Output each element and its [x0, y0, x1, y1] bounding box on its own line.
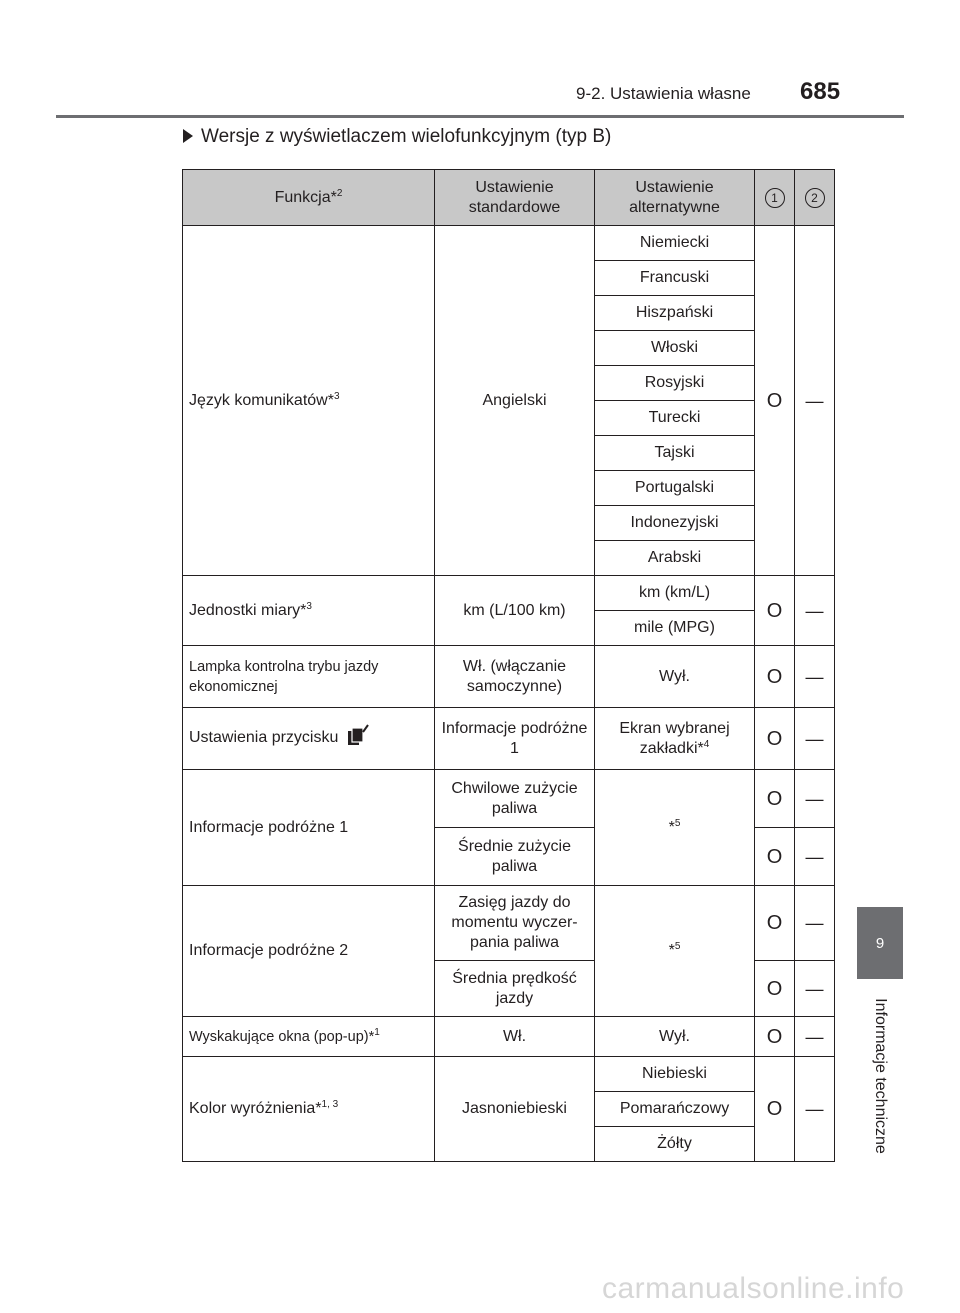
col2-cell: —	[795, 646, 835, 708]
table-row	[183, 646, 835, 708]
alt-cell: Włoski	[595, 331, 755, 366]
col2-cell: —	[795, 708, 835, 770]
table-row	[183, 1017, 835, 1057]
header-rule	[56, 115, 904, 118]
table-header-row	[183, 170, 835, 226]
alt-cell: Rosyjski	[595, 366, 755, 401]
alt-cell: Tajski	[595, 436, 755, 471]
default-cell: Wł. (włączanie samoczynne)	[435, 646, 595, 708]
table-row	[183, 886, 835, 961]
table-row	[183, 770, 835, 828]
function-cell: Jednostki miary*$^3$	[183, 576, 435, 646]
col1-cell: O	[755, 708, 795, 770]
col2-cell: —	[795, 1057, 835, 1162]
col1-cell: O	[755, 1017, 795, 1057]
alt-cell: Francuski	[595, 261, 755, 296]
chapter-tab-label: Informacje techniczne	[872, 998, 889, 1154]
chapter-tab: 9	[857, 907, 903, 979]
default-cell: Średnia prędkość jazdy	[435, 961, 595, 1017]
alt-cell: Arabski	[595, 541, 755, 576]
default-cell: Jasnoniebieski	[435, 1057, 595, 1162]
col1-cell: O	[755, 226, 795, 576]
default-cell: Zasięg jazdy do momentu wyczer-pania paliwa	[435, 886, 595, 961]
alt-cell: Niebieski	[595, 1057, 755, 1092]
col2-cell: —	[795, 1017, 835, 1057]
alt-cell: Turecki	[595, 401, 755, 436]
watermark: carmanualsonline.info	[602, 1272, 905, 1305]
circled-2-icon: 2	[805, 188, 825, 208]
function-cell: Wyskakujące okna (pop-up)*$^1$	[183, 1017, 435, 1057]
table-row	[183, 576, 835, 611]
function-cell: Lampka kontrolna trybu jazdy ekonomicznej	[183, 646, 435, 708]
alt-cell: *$^5$	[595, 770, 755, 886]
col2-cell: —	[795, 828, 835, 886]
alt-cell: Niemiecki	[595, 226, 755, 261]
alt-cell: mile (MPG)	[595, 611, 755, 646]
alt-cell: Ekran wybranej zakładki*$^4$	[595, 708, 755, 770]
triangle-bullet-icon	[183, 129, 193, 143]
alt-cell: Wył.	[595, 1017, 755, 1057]
function-cell: Informacje podróżne 1	[183, 770, 435, 886]
col-header-function: Funkcja*$^2$	[183, 170, 435, 226]
default-cell: Chwilowe zużycie paliwa	[435, 770, 595, 828]
col2-cell: —	[795, 576, 835, 646]
alt-cell: Żółty	[595, 1127, 755, 1162]
default-cell: Średnie zużycie paliwa	[435, 828, 595, 886]
alt-cell: Portugalski	[595, 471, 755, 506]
default-cell: Informacje podróżne 1	[435, 708, 595, 770]
function-cell: Język komunikatów*$^3$	[183, 226, 435, 576]
col2-cell: —	[795, 886, 835, 961]
col2-cell: —	[795, 226, 835, 576]
col1-cell: O	[755, 576, 795, 646]
section-heading	[183, 126, 611, 148]
col-header-alternative: Ustawienie alternatywne	[595, 170, 755, 226]
col2-cell: —	[795, 961, 835, 1017]
alt-cell: Wył.	[595, 646, 755, 708]
col-header-2	[795, 170, 835, 226]
function-cell: Kolor wyróżnienia*$^{1, 3}$	[183, 1057, 435, 1162]
section-title: 9-2. Ustawienia własne	[576, 84, 751, 103]
col-header-default: Ustawienie standardowe	[435, 170, 595, 226]
settings-table	[182, 169, 835, 1162]
col-header-1	[755, 170, 795, 226]
col1-cell: O	[755, 961, 795, 1017]
col1-cell: O	[755, 646, 795, 708]
table-row	[183, 226, 835, 261]
col2-cell: —	[795, 770, 835, 828]
alt-cell: Hiszpański	[595, 296, 755, 331]
table-row	[183, 708, 835, 770]
heading-text: Wersje z wyświetlaczem wielofunkcyjnym (typ B)	[201, 126, 612, 147]
col1-cell: O	[755, 1057, 795, 1162]
default-cell: Wł.	[435, 1017, 595, 1057]
alt-cell: km (km/L)	[595, 576, 755, 611]
display-change-button-icon	[346, 724, 370, 754]
alt-cell: Indonezyjski	[595, 506, 755, 541]
circled-1-icon: 1	[765, 188, 785, 208]
alt-cell: Pomarańczowy	[595, 1092, 755, 1127]
default-cell: Angielski	[435, 226, 595, 576]
col1-cell: O	[755, 770, 795, 828]
page-number: 685	[800, 78, 841, 105]
col1-cell: O	[755, 828, 795, 886]
table-row	[183, 1057, 835, 1092]
col1-cell: O	[755, 886, 795, 961]
alt-cell: *$^5$	[595, 886, 755, 1017]
function-cell: Ustawienia przycisku	[183, 708, 435, 770]
function-cell: Informacje podróżne 2	[183, 886, 435, 1017]
default-cell: km (L/100 km)	[435, 576, 595, 646]
